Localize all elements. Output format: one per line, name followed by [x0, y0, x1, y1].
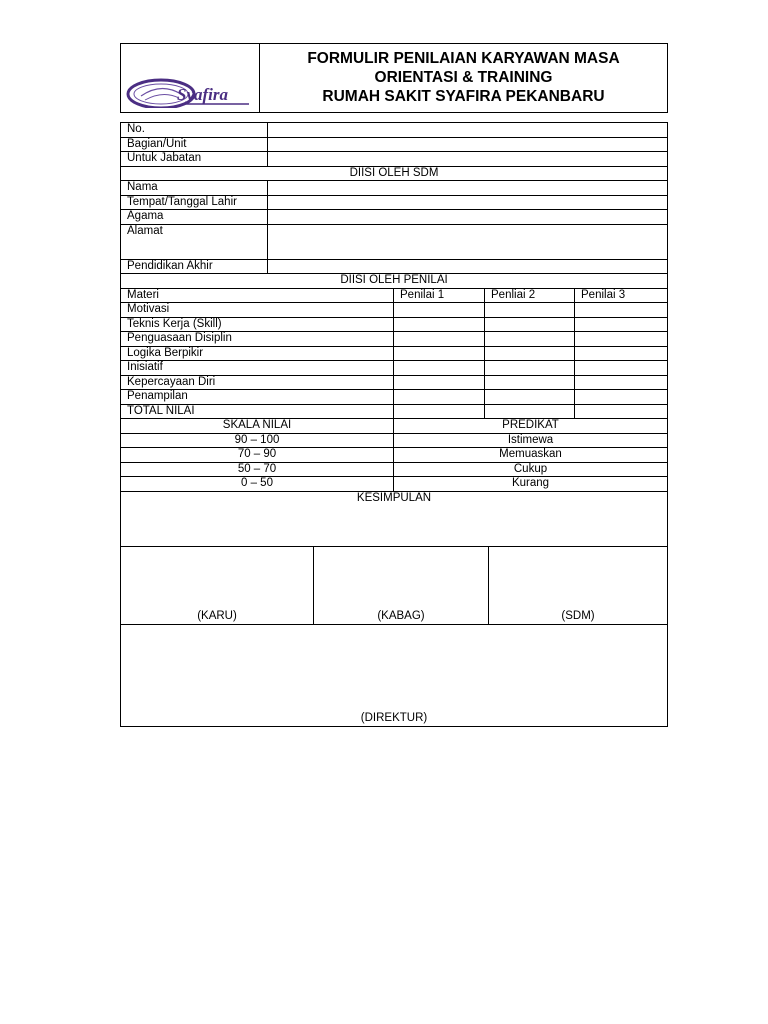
score-row — [121, 317, 668, 332]
field-ttl[interactable] — [268, 195, 668, 210]
field-bagian[interactable] — [268, 137, 668, 152]
scale-row — [121, 462, 668, 477]
score-cell[interactable] — [394, 375, 485, 390]
label-alamat: Alamat — [121, 224, 268, 259]
criterion-label: Penguasaan Disiplin — [121, 332, 394, 347]
label-agama: Agama — [121, 210, 268, 225]
signature-direktur[interactable]: (DIREKTUR) — [121, 624, 668, 726]
logo-text: Syafira — [177, 85, 228, 104]
form-title — [260, 44, 668, 113]
scale-row — [121, 433, 668, 448]
scale-predikat: Kurang — [394, 477, 668, 492]
form-header — [120, 43, 668, 113]
criterion-label: Motivasi — [121, 303, 394, 318]
row-no — [121, 123, 668, 138]
kesimpulan-label: KESIMPULAN — [356, 491, 432, 504]
criterion-label: Penampilan — [121, 390, 394, 405]
score-row — [121, 361, 668, 376]
scale-header-row — [121, 419, 668, 434]
row-pendidikan — [121, 259, 668, 274]
row-nama — [121, 181, 668, 196]
score-cell[interactable] — [575, 317, 668, 332]
title-line-1: FORMULIR PENILAIAN KARYAWAN MASA — [307, 50, 620, 67]
score-cell[interactable] — [485, 332, 575, 347]
scale-range: 90 – 100 — [121, 433, 394, 448]
field-alamat[interactable] — [268, 224, 668, 259]
total-cell[interactable] — [575, 404, 668, 419]
field-jabatan[interactable] — [268, 152, 668, 167]
row-agama — [121, 210, 668, 225]
header-penilai-1: Penilai 1 — [394, 288, 485, 303]
score-row — [121, 332, 668, 347]
label-no: No. — [121, 123, 268, 138]
score-cell[interactable] — [394, 390, 485, 405]
score-cell[interactable] — [485, 303, 575, 318]
header-penilai-3: Penilai 3 — [575, 288, 668, 303]
score-row — [121, 390, 668, 405]
criterion-label: Teknis Kerja (Skill) — [121, 317, 394, 332]
scale-range: 50 – 70 — [121, 462, 394, 477]
field-pendidikan[interactable] — [268, 259, 668, 274]
scores-header-row — [121, 288, 668, 303]
label-nama: Nama — [121, 181, 268, 196]
criterion-label: Inisiatif — [121, 361, 394, 376]
score-cell[interactable] — [485, 346, 575, 361]
score-row — [121, 303, 668, 318]
scale-row — [121, 477, 668, 492]
kesimpulan-row — [121, 491, 668, 546]
total-row — [121, 404, 668, 419]
score-cell[interactable] — [394, 303, 485, 318]
row-jabatan — [121, 152, 668, 167]
field-no[interactable] — [268, 123, 668, 138]
score-cell[interactable] — [394, 346, 485, 361]
header-predikat: PREDIKAT — [394, 419, 668, 434]
scale-predikat: Memuaskan — [394, 448, 668, 463]
score-cell[interactable] — [575, 375, 668, 390]
scale-range: 70 – 90 — [121, 448, 394, 463]
scale-predikat: Cukup — [394, 462, 668, 477]
signature-sdm[interactable]: (SDM) — [489, 547, 668, 625]
score-cell[interactable] — [394, 332, 485, 347]
title-line-2: ORIENTASI & TRAINING — [374, 69, 553, 86]
signature-karu[interactable]: (KARU) — [121, 547, 314, 625]
scale-predikat: Istimewa — [394, 433, 668, 448]
score-cell[interactable] — [575, 346, 668, 361]
scale-row — [121, 448, 668, 463]
label-ttl: Tempat/Tanggal Lahir — [121, 195, 268, 210]
score-cell[interactable] — [485, 317, 575, 332]
row-alamat — [121, 224, 668, 259]
score-cell[interactable] — [394, 317, 485, 332]
score-cell[interactable] — [575, 390, 668, 405]
criterion-label: Logika Berpikir — [121, 346, 394, 361]
score-cell[interactable] — [485, 375, 575, 390]
score-row — [121, 375, 668, 390]
header-skala: SKALA NILAI — [121, 419, 394, 434]
total-cell[interactable] — [394, 404, 485, 419]
row-bagian — [121, 137, 668, 152]
kesimpulan-box[interactable] — [121, 491, 668, 546]
row-ttl — [121, 195, 668, 210]
signature-kabag[interactable]: (KABAG) — [314, 547, 489, 625]
signature-table — [120, 547, 668, 727]
score-cell[interactable] — [485, 361, 575, 376]
logo-cell — [121, 44, 260, 113]
section-title-penilai: DIISI OLEH PENILAI — [121, 274, 668, 289]
title-line-3: RUMAH SAKIT SYAFIRA PEKANBARU — [322, 88, 605, 105]
header-materi: Materi — [121, 288, 394, 303]
score-row — [121, 346, 668, 361]
total-cell[interactable] — [485, 404, 575, 419]
total-label: TOTAL NILAI — [121, 404, 394, 419]
score-cell[interactable] — [575, 361, 668, 376]
field-agama[interactable] — [268, 210, 668, 225]
header-penilai-2: Penliai 2 — [485, 288, 575, 303]
score-cell[interactable] — [575, 303, 668, 318]
label-pendidikan: Pendidikan Akhir — [121, 259, 268, 274]
field-nama[interactable] — [268, 181, 668, 196]
label-jabatan: Untuk Jabatan — [121, 152, 268, 167]
evaluation-form — [120, 43, 667, 727]
criterion-label: Kepercayaan Diri — [121, 375, 394, 390]
section-title-sdm: DIISI OLEH SDM — [121, 166, 668, 181]
identity-and-scores-table — [120, 122, 668, 547]
score-cell[interactable] — [485, 390, 575, 405]
label-bagian: Bagian/Unit — [121, 137, 268, 152]
scale-range: 0 – 50 — [121, 477, 394, 492]
score-cell[interactable] — [394, 361, 485, 376]
syafira-logo — [121, 44, 260, 108]
score-cell[interactable] — [575, 332, 668, 347]
